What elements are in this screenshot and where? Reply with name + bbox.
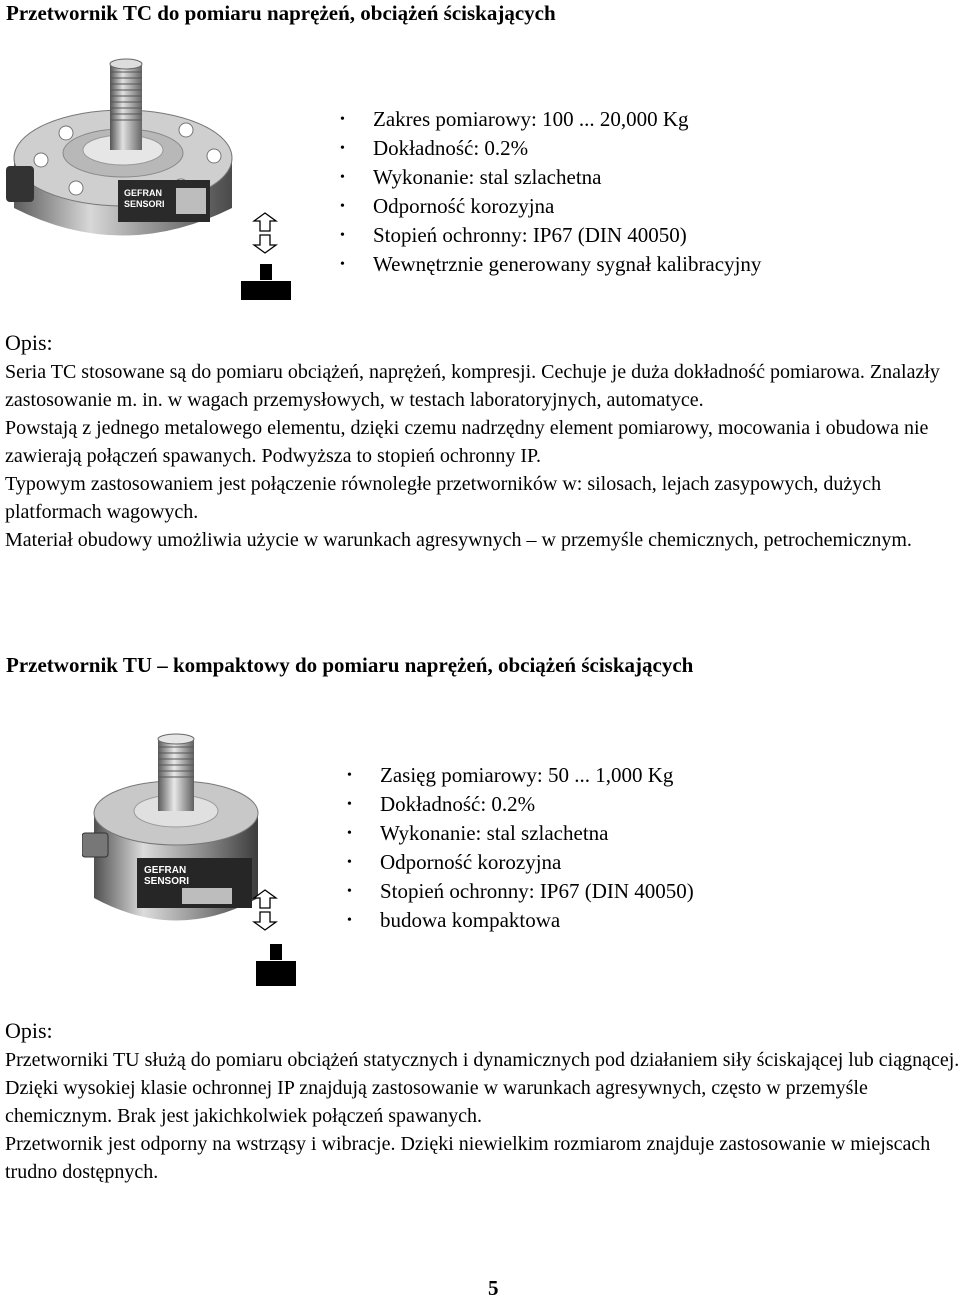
spec-item: • Wykonanie: stal szlachetna xyxy=(347,819,694,848)
description-paragraph: Materiał obudowy umożliwia użycie w warunkach agresywnych – w przemyśle chemicznych, petrochemicznym. xyxy=(5,529,912,551)
description-paragraph: Powstają z jednego metalowego elementu, dzięki czemu nadrzędny element pomiarowy, mocowania i obudowa nie zawierają połączeń spawanych. Podwyższa to stopień ochronny IP. xyxy=(5,417,929,467)
svg-text:GEFRAN: GEFRAN xyxy=(144,865,187,876)
spec-item: • Dokładność: 0.2% xyxy=(347,790,694,819)
spec-item: • Zakres pomiarowy: 100 ... 20,000 Kg xyxy=(340,105,761,134)
arrow-up-icon xyxy=(252,212,278,232)
svg-text:GEFRAN: GEFRAN xyxy=(124,188,162,198)
spec-item: • Zasięg pomiarowy: 50 ... 1,000 Kg xyxy=(347,761,694,790)
spec-item: • Wewnętrznie generowany sygnał kalibracyjny xyxy=(340,250,761,279)
spec-item: • Stopień ochronny: IP67 (DIN 40050) xyxy=(347,877,694,906)
compression-load-icon xyxy=(241,264,291,300)
section2-description xyxy=(5,1046,960,1186)
section1-heading: Przetwornik TC do pomiaru naprężeń, obciążeń ściskających xyxy=(6,1,556,25)
svg-text:SENSORI: SENSORI xyxy=(124,199,165,209)
page-number: 5 xyxy=(488,1276,499,1300)
section2-spec-list xyxy=(347,761,694,935)
svg-text:SENSORI: SENSORI xyxy=(144,876,190,887)
spec-item: • Odporność korozyjna xyxy=(340,192,761,221)
section2-opis-label: Opis: xyxy=(5,1018,53,1043)
compression-load-icon xyxy=(256,944,296,986)
spec-item: • budowa kompaktowa xyxy=(347,906,694,935)
spec-item: • Wykonanie: stal szlachetna xyxy=(340,163,761,192)
description-paragraph: Przetworniki TU służą do pomiaru obciążeń statycznych i dynamicznych pod działaniem siły ściskającej lub ciągnącej. xyxy=(5,1049,960,1071)
description-paragraph: Przetwornik jest odporny na wstrząsy i wibracje. Dzięki niewielkim rozmiarom znajduje zastosowanie w miejscach trudno dostępnych. xyxy=(5,1133,931,1183)
description-paragraph: Seria TC stosowane są do pomiaru obciążeń, naprężeń, kompresji. Cechuje je duża dokładność pomiarowa. Znalazły zastosowanie m. in. w wagach przemysłowych, w testach laboratoryjnych, automatyce. xyxy=(5,361,940,411)
section1-spec-list xyxy=(340,105,761,279)
section1-opis-label: Opis: xyxy=(5,330,53,355)
load-cell-tu-image xyxy=(82,733,262,933)
spec-item: • Odporność korozyjna xyxy=(347,848,694,877)
spec-item: • Dokładność: 0.2% xyxy=(340,134,761,163)
description-paragraph: Typowym zastosowaniem jest połączenie równoległe przetworników w: silosach, lejach zasypowych, dużych platformach wagowych. xyxy=(5,473,882,523)
arrow-up-icon xyxy=(252,889,278,909)
arrow-down-icon xyxy=(252,234,278,254)
spec-item: • Stopień ochronny: IP67 (DIN 40050) xyxy=(340,221,761,250)
arrow-down-icon xyxy=(252,911,278,931)
load-cell-tc-image xyxy=(6,48,238,248)
description-paragraph: Dzięki wysokiej klasie ochronnej IP znajdują zastosowanie w warunkach agresywnych, często w przemyśle chemicznym. Brak jest jakichkolwiek połączeń spawanych. xyxy=(5,1077,868,1127)
section2-heading: Przetwornik TU – kompaktowy do pomiaru naprężeń, obciążeń ściskających xyxy=(6,653,694,677)
section1-description xyxy=(5,358,950,554)
